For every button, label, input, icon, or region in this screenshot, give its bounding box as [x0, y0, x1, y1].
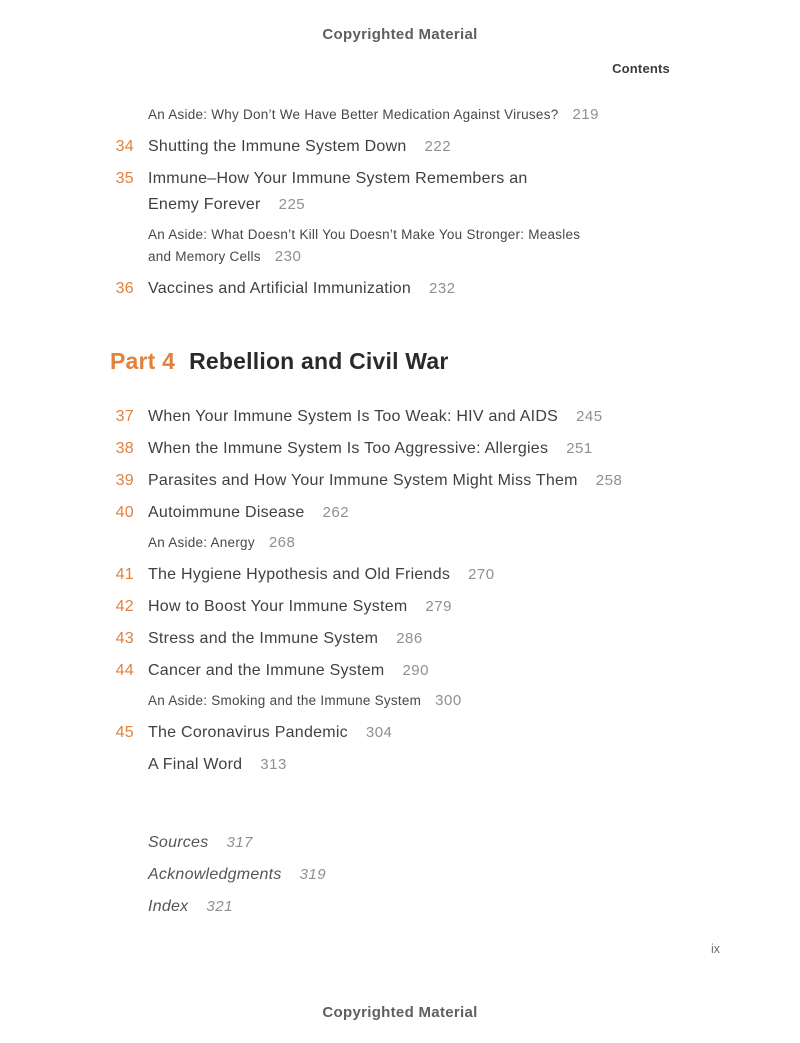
entry-title: Immune–How Your Immune System Remembers an Enemy Forever — [148, 170, 528, 213]
entry-title: Sources — [148, 834, 209, 851]
entry-text — [148, 224, 603, 268]
entry-text — [148, 658, 648, 684]
entry-page: 279 — [425, 598, 452, 615]
toc-chapter-entry — [96, 658, 744, 684]
entry-title: Parasites and How Your Immune System Might Miss Them — [148, 472, 578, 489]
entry-page: 290 — [402, 662, 429, 679]
toc-aside-entry — [96, 104, 744, 126]
entry-title: An Aside: What Doesn’t Kill You Doesn’t Make You Stronger: Measles and Memory Cells — [148, 227, 581, 264]
entry-title: When the Immune System Is Too Aggressive: Allergies — [148, 440, 549, 457]
toc-chapter-entry — [96, 166, 744, 218]
chapter-number: 38 — [115, 440, 134, 457]
toc-chapter-entry — [96, 276, 744, 302]
entry-title: An Aside: Anergy — [148, 535, 255, 550]
page-content — [0, 61, 800, 956]
entry-title: An Aside: Why Don’t We Have Better Medication Against Viruses? — [148, 107, 559, 122]
toc-chapter-entry — [96, 500, 744, 526]
folio-page-number: ix — [710, 942, 720, 956]
entry-text — [148, 720, 648, 746]
entry-title: How to Boost Your Immune System — [148, 598, 408, 615]
entry-title: Cancer and the Immune System — [148, 662, 385, 679]
part-title: Rebellion and Civil War — [189, 348, 449, 374]
entry-text — [148, 134, 648, 160]
entry-text — [148, 468, 648, 494]
entry-page: 251 — [566, 440, 593, 457]
entry-title: Stress and the Immune System — [148, 630, 379, 647]
entry-text — [148, 752, 648, 778]
toc-chapter-entry — [96, 626, 744, 652]
toc-chapter-entry — [96, 562, 744, 588]
entry-text — [148, 500, 648, 526]
chapter-number: 34 — [115, 138, 134, 155]
entry-title: The Coronavirus Pandemic — [148, 724, 348, 741]
entry-text — [148, 594, 648, 620]
chapter-number: 42 — [115, 598, 134, 615]
copyright-notice-top: Copyrighted Material — [322, 26, 478, 43]
running-head-contents: Contents — [612, 61, 670, 76]
entry-title: A Final Word — [148, 756, 243, 773]
toc-chapter-entry — [96, 468, 744, 494]
entry-title: An Aside: Smoking and the Immune System — [148, 693, 422, 708]
entry-page: 270 — [468, 566, 495, 583]
entry-page: 286 — [396, 630, 423, 647]
entry-text — [148, 104, 603, 126]
entry-title: When Your Immune System Is Too Weak: HIV and AIDS — [148, 408, 559, 425]
entry-page: 245 — [576, 408, 603, 425]
chapter-number: 45 — [115, 724, 134, 741]
entry-page: 319 — [299, 866, 327, 883]
toc-chapter-entry — [96, 404, 744, 430]
entry-title: The Hygiene Hypothesis and Old Friends — [148, 566, 451, 583]
chapter-number: 43 — [115, 630, 134, 647]
entry-page: 232 — [429, 280, 456, 297]
entry-text — [148, 862, 744, 888]
chapter-number: 40 — [115, 504, 134, 521]
part-label: Part 4 — [110, 348, 176, 374]
entry-title: Index — [148, 898, 189, 915]
chapter-number: 41 — [115, 566, 134, 583]
entry-page: 222 — [424, 138, 452, 155]
back-matter-list — [96, 830, 744, 920]
table-of-contents — [96, 104, 744, 956]
entry-text — [148, 830, 744, 856]
entry-text — [148, 166, 580, 218]
chapter-number: 35 — [115, 170, 134, 187]
entry-text — [148, 404, 648, 430]
entry-page: 225 — [278, 196, 306, 213]
entry-page: 262 — [322, 504, 350, 521]
entry-title: Autoimmune Disease — [148, 504, 305, 521]
chapter-number: 44 — [115, 662, 134, 679]
entry-text — [148, 626, 648, 652]
entry-title: Acknowledgments — [148, 866, 282, 883]
part-heading — [110, 344, 744, 378]
back-matter-entry — [96, 862, 744, 888]
entry-page: 317 — [226, 834, 253, 851]
entry-title: Vaccines and Artificial Immunization — [148, 280, 412, 297]
copyright-notice-bottom: Copyrighted Material — [322, 1004, 478, 1021]
entry-page: 219 — [572, 106, 599, 123]
chapter-number: 36 — [115, 280, 134, 297]
toc-chapter-entry — [96, 720, 744, 746]
back-matter-entry — [96, 830, 744, 856]
chapter-number: 37 — [115, 408, 134, 425]
toc-aside-entry — [96, 690, 744, 712]
entry-page: 321 — [206, 898, 233, 915]
entry-text — [148, 532, 603, 554]
toc-aside-entry — [96, 532, 744, 554]
toc-chapter-entry — [96, 594, 744, 620]
entry-page: 268 — [268, 534, 296, 551]
chapter-number: 39 — [115, 472, 134, 489]
entry-title: Shutting the Immune System Down — [148, 138, 407, 155]
entry-text — [148, 436, 648, 462]
entry-page: 230 — [274, 248, 302, 265]
toc-aside-entry — [96, 224, 744, 268]
entry-page: 258 — [595, 472, 623, 489]
entry-text — [148, 690, 603, 712]
entry-text — [148, 562, 648, 588]
entry-page: 304 — [365, 724, 393, 741]
toc-chapter-entry — [96, 436, 744, 462]
entry-page: 313 — [260, 756, 287, 773]
back-matter-entry — [96, 894, 744, 920]
entry-text — [148, 276, 648, 302]
entry-page: 300 — [435, 692, 462, 709]
entry-text — [148, 894, 744, 920]
toc-unnumbered-entry — [96, 752, 744, 778]
toc-chapter-entry — [96, 134, 744, 160]
